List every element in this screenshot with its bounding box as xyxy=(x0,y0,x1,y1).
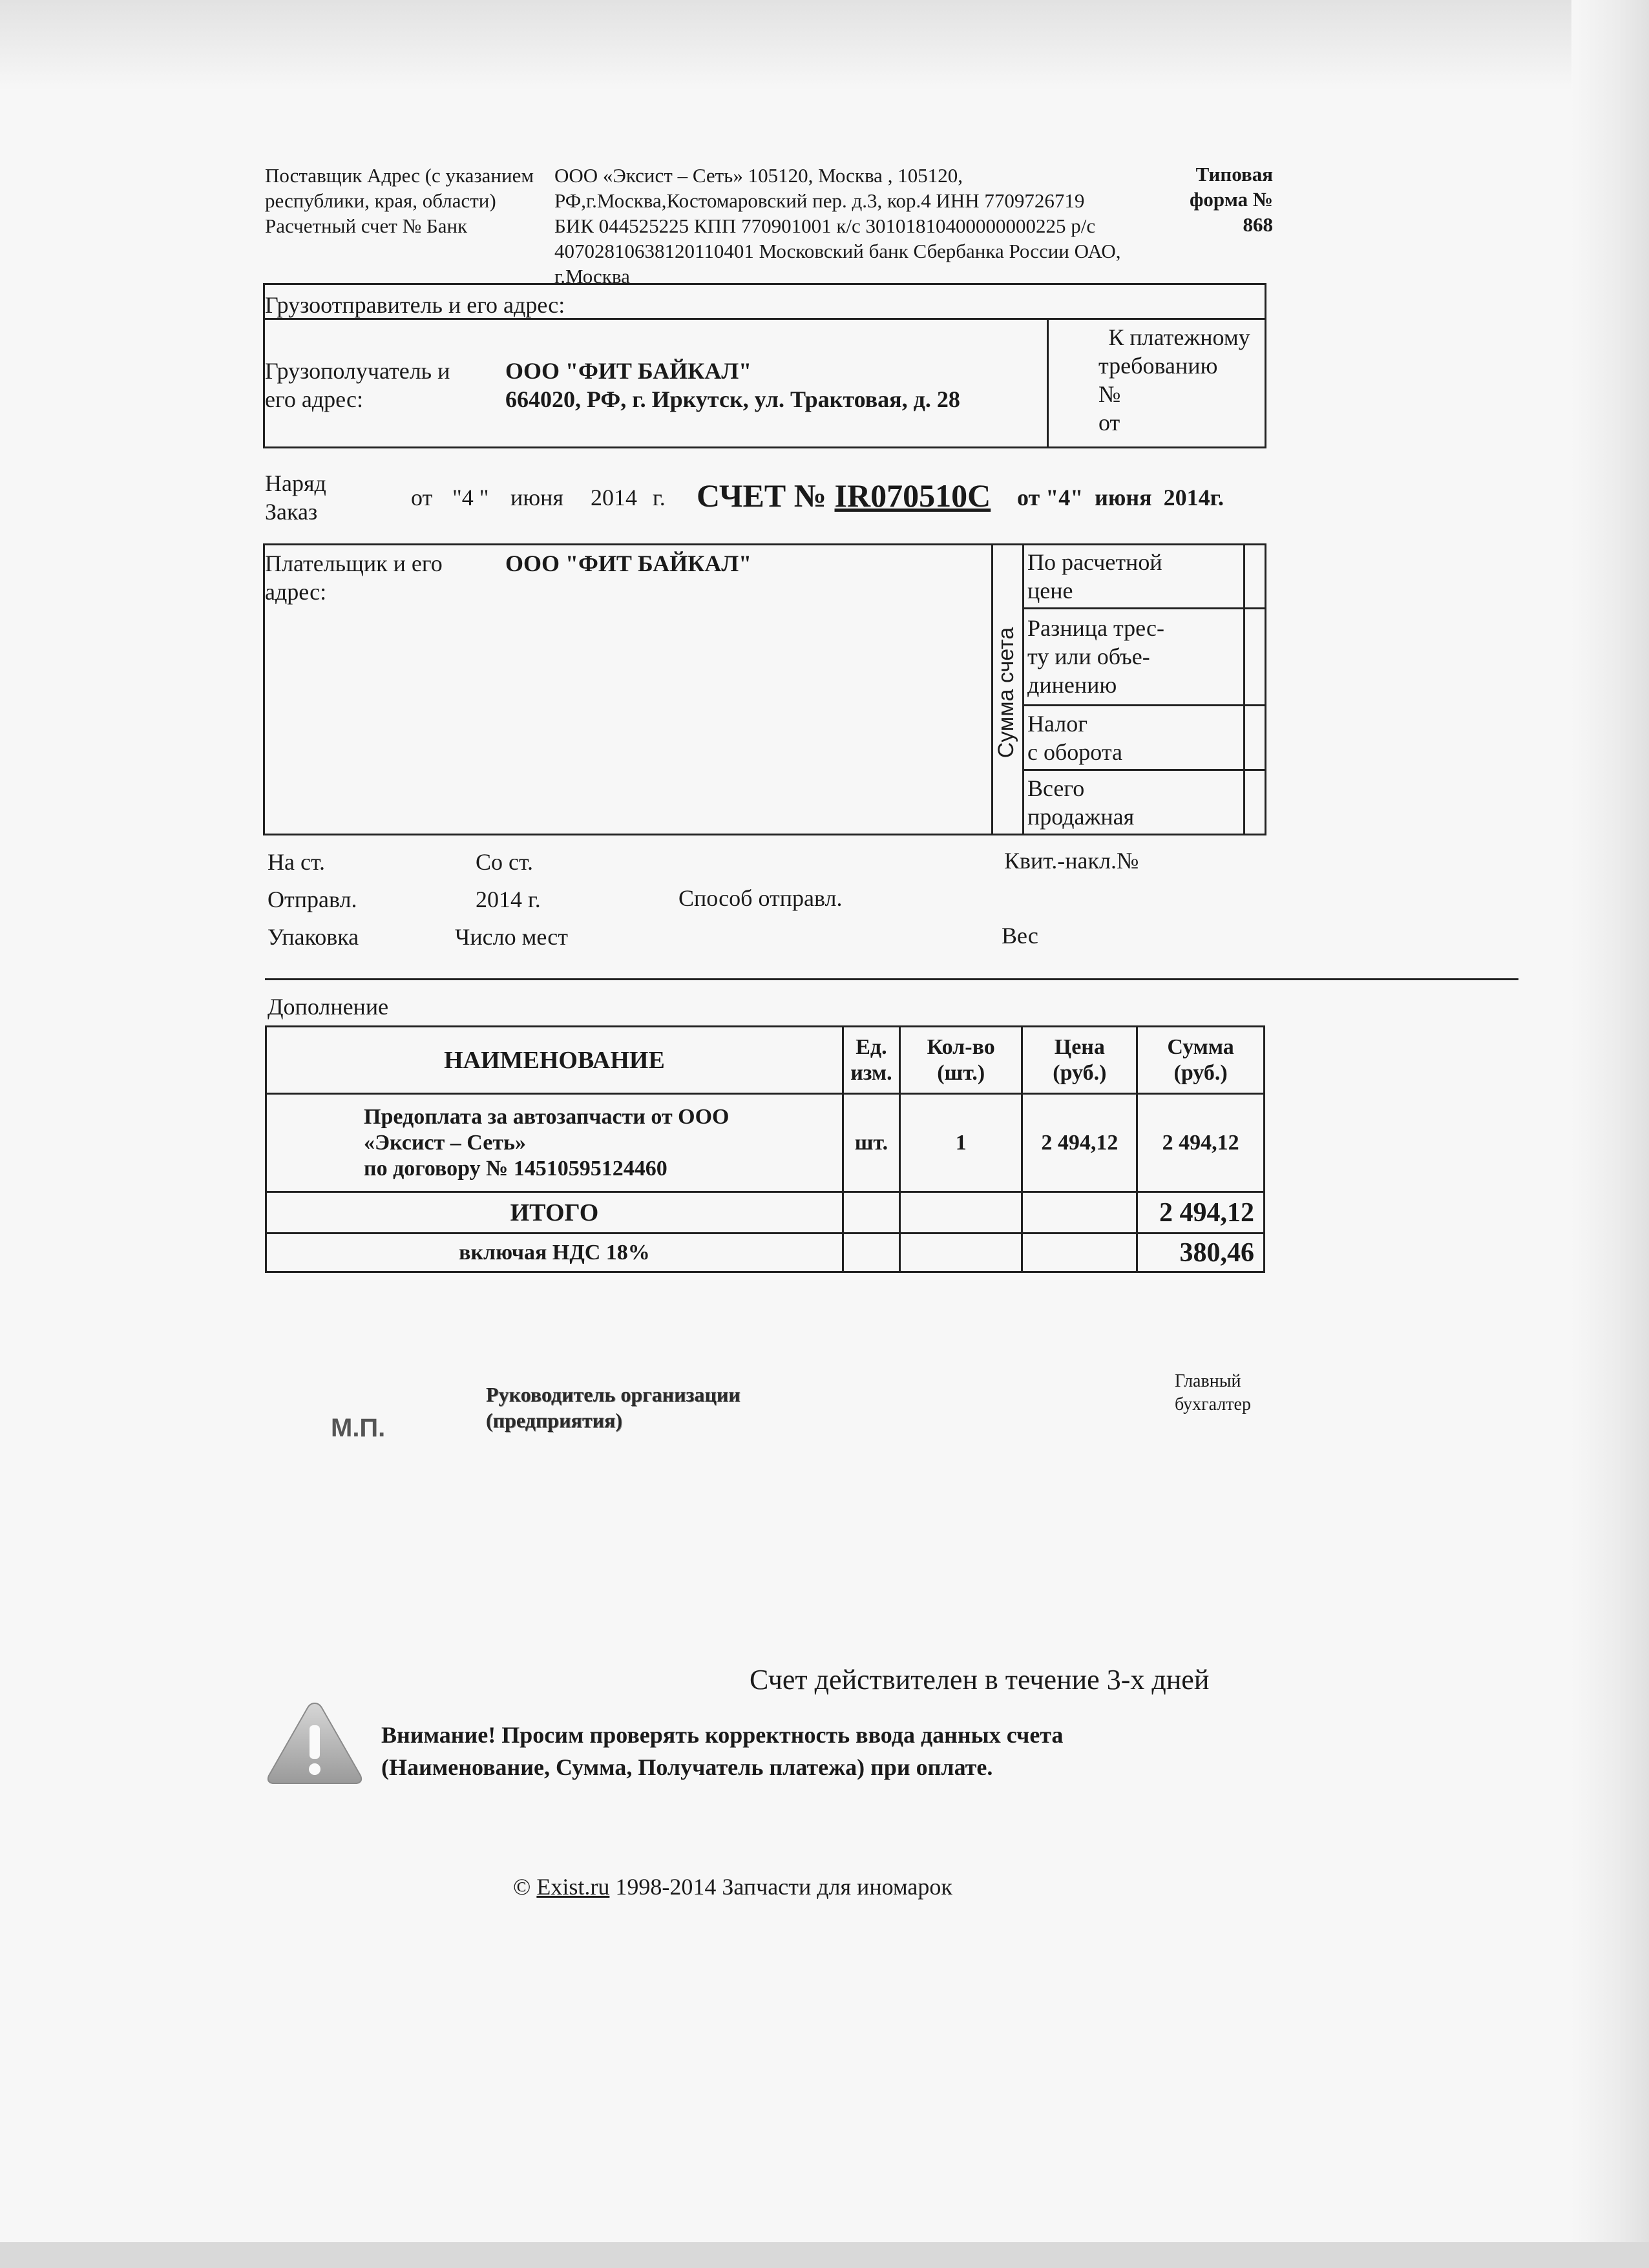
payer-row-line: динению xyxy=(1027,672,1117,698)
order-month: июня xyxy=(510,485,563,510)
table-row xyxy=(266,1094,1265,1192)
supplier-detail-line: ООО «Эксист – Сеть» 105120, Москва , 105120, xyxy=(554,164,963,187)
payment-requirement xyxy=(1092,323,1266,437)
payer-row-line: с оборота xyxy=(1027,739,1122,765)
supplier-detail-line: г.Москва xyxy=(554,265,630,288)
item-name xyxy=(266,1094,843,1192)
dispatched-label: Отправл. xyxy=(268,887,357,912)
order-label-line: Наряд xyxy=(265,470,326,496)
consignee-address: 664020, РФ, г. Иркутск, ул. Трактовая, д. 28 xyxy=(505,386,960,412)
accountant-signature-label xyxy=(1175,1370,1251,1416)
payer-row-line: ту или объе- xyxy=(1027,644,1150,669)
item-name-line: «Эксист – Сеть» xyxy=(364,1130,527,1155)
total-row xyxy=(266,1192,1265,1234)
divider xyxy=(1022,543,1024,835)
form-type xyxy=(1157,162,1273,237)
invoice-number: IR070510C xyxy=(834,478,991,514)
accountant-line: Главный xyxy=(1175,1371,1241,1391)
divider xyxy=(1022,607,1266,609)
vat-row xyxy=(266,1234,1265,1272)
scan-edge-right xyxy=(1571,0,1649,2268)
payer-row-2 xyxy=(1027,614,1241,699)
footer-link[interactable]: Exist.ru xyxy=(536,1874,610,1900)
divider xyxy=(1022,704,1266,706)
total-label: ИТОГО xyxy=(266,1192,843,1234)
item-sum: 2 494,12 xyxy=(1137,1094,1265,1192)
shipping-divider xyxy=(265,978,1518,980)
header-unit xyxy=(843,1027,899,1094)
supplier-detail-line: РФ,г.Москва,Костомаровский пер. д.3, кор.4 ИНН 7709726719 xyxy=(554,189,1085,212)
order-label-line: Заказ xyxy=(265,499,318,525)
item-name-line: Предоплата за автозапчасти от ООО xyxy=(364,1104,730,1129)
supplier-detail-line: БИК 044525225 КПП 770901001 к/с 30101810400000000225 р/с xyxy=(554,215,1096,237)
payer-row-3 xyxy=(1027,709,1241,766)
station-from: Со ст. xyxy=(476,849,534,875)
invoice-prefix: СЧЕТ № xyxy=(697,478,827,514)
addition-label: Дополнение xyxy=(268,994,389,1020)
payment-req-line: К платежному xyxy=(1108,324,1250,350)
items-table xyxy=(265,1025,1265,1273)
divider xyxy=(1047,318,1049,448)
empty-cell xyxy=(1022,1192,1137,1234)
payment-req-line: требованию xyxy=(1098,353,1218,379)
invoice-title xyxy=(697,477,991,514)
payer-row-1 xyxy=(1027,548,1241,605)
header-price-line: Цена xyxy=(1054,1034,1105,1059)
packaging: Упаковка xyxy=(268,924,359,950)
empty-cell xyxy=(899,1192,1022,1234)
pieces-count: Число мест xyxy=(455,924,568,950)
invoice-date: от "4" июня 2014г. xyxy=(1017,485,1224,510)
consignee-label xyxy=(265,357,498,414)
payer-row-line: Налог xyxy=(1027,711,1088,737)
director-line: (предприятия) xyxy=(486,1409,622,1432)
consignee-value xyxy=(505,357,1042,414)
item-qty: 1 xyxy=(899,1094,1022,1192)
warning-message xyxy=(381,1719,1063,1783)
scan-edge-bottom xyxy=(0,2242,1649,2268)
validity-note: Счет действителен в течение 3-х дней xyxy=(750,1664,1210,1696)
divider xyxy=(1243,543,1245,835)
header-name: НАИМЕНОВАНИЕ xyxy=(266,1027,843,1094)
payment-req-line: № xyxy=(1098,381,1121,407)
header-qty-line: Кол-во xyxy=(927,1034,995,1059)
warning-line: (Наименование, Сумма, Получатель платежа) при оплате. xyxy=(381,1754,993,1780)
form-type-line: 868 xyxy=(1243,213,1273,236)
header-sum-line: (руб.) xyxy=(1173,1060,1228,1085)
header-qty-line: (шт.) xyxy=(937,1060,985,1085)
supplier-detail-line: 40702810638120110401 Московский банк Сбербанка России ОАО, xyxy=(554,240,1121,262)
item-unit: шт. xyxy=(843,1094,899,1192)
payer-label xyxy=(265,549,498,606)
header-qty xyxy=(899,1027,1022,1094)
warning-icon xyxy=(266,1699,363,1787)
supplier-label-line: Расчетный счет № Банк xyxy=(265,215,468,237)
vat-value: 380,46 xyxy=(1137,1234,1265,1272)
dispatched-year: 2014 г. xyxy=(476,887,541,912)
consignee-name: ООО "ФИТ БАЙКАЛ" xyxy=(505,358,752,384)
payer-row-line: Всего xyxy=(1027,775,1085,801)
payment-req-line: от xyxy=(1098,410,1120,436)
director-line: Руководитель организации xyxy=(486,1383,740,1406)
payer-label-line: Плательщик и его xyxy=(265,551,443,576)
copyright-sign: © xyxy=(513,1874,531,1900)
accountant-line: бухгалтер xyxy=(1175,1394,1251,1414)
item-name-line: по договору № 14510595124460 xyxy=(364,1156,667,1181)
form-type-line: форма № xyxy=(1189,188,1273,211)
sum-vertical-label: Сумма счета xyxy=(994,627,1018,759)
order-year: 2014 xyxy=(591,485,637,510)
stamp-placeholder: М.П. xyxy=(331,1414,386,1442)
warning-line: Внимание! Просим проверять корректность ввода данных счета xyxy=(381,1722,1064,1748)
director-signature-label xyxy=(486,1381,740,1433)
footer xyxy=(513,1873,952,1901)
supplier-label-line: республики, края, области) xyxy=(265,189,496,212)
scan-shadow-top xyxy=(0,0,1649,90)
item-price: 2 494,12 xyxy=(1022,1094,1137,1192)
header-unit-line: Ед. xyxy=(856,1034,887,1059)
divider xyxy=(1022,769,1266,771)
supplier-label-line: Поставщик Адрес (с указанием xyxy=(265,164,534,187)
consignee-label-line: его адрес: xyxy=(265,386,363,412)
empty-cell xyxy=(843,1234,899,1272)
header-sum-line: Сумма xyxy=(1167,1034,1234,1059)
order-year-suffix: г. xyxy=(653,485,666,510)
header-price xyxy=(1022,1027,1137,1094)
order-label xyxy=(265,469,326,526)
payer-row-line: По расчетной xyxy=(1027,549,1162,575)
table-header-row xyxy=(266,1027,1265,1094)
order-from: от xyxy=(411,485,433,510)
header-sum xyxy=(1137,1027,1265,1094)
footer-text: 1998-2014 Запчасти для иномарок xyxy=(615,1874,952,1900)
payer-name: ООО "ФИТ БАЙКАЛ" xyxy=(505,551,752,576)
divider xyxy=(991,543,993,835)
supplier-label xyxy=(265,163,562,238)
weight: Вес xyxy=(1002,923,1038,949)
receipt-invoice-no: Квит.-накл.№ xyxy=(1004,848,1139,874)
empty-cell xyxy=(1022,1234,1137,1272)
total-value: 2 494,12 xyxy=(1137,1192,1265,1234)
empty-cell xyxy=(899,1234,1022,1272)
payer-label-line: адрес: xyxy=(265,579,327,605)
empty-cell xyxy=(843,1192,899,1234)
header-price-line: (руб.) xyxy=(1053,1060,1107,1085)
station-to: На ст. xyxy=(268,849,325,875)
vat-label: включая НДС 18% xyxy=(266,1234,843,1272)
dispatch-method: Способ отправл. xyxy=(678,885,843,911)
consignee-label-line: Грузополучатель и xyxy=(265,358,450,384)
form-type-line: Типовая xyxy=(1195,163,1273,185)
payer-row-line: Разница трес- xyxy=(1027,615,1165,641)
payer-row-line: цене xyxy=(1027,578,1073,604)
header-unit-line: изм. xyxy=(850,1060,892,1085)
supplier-details xyxy=(554,163,1188,289)
payer-row-line: продажная xyxy=(1027,804,1135,830)
payer-row-4 xyxy=(1027,774,1241,831)
consignor-label: Грузоотправитель и его адрес: xyxy=(265,292,565,318)
order-day: "4 " xyxy=(452,485,489,510)
